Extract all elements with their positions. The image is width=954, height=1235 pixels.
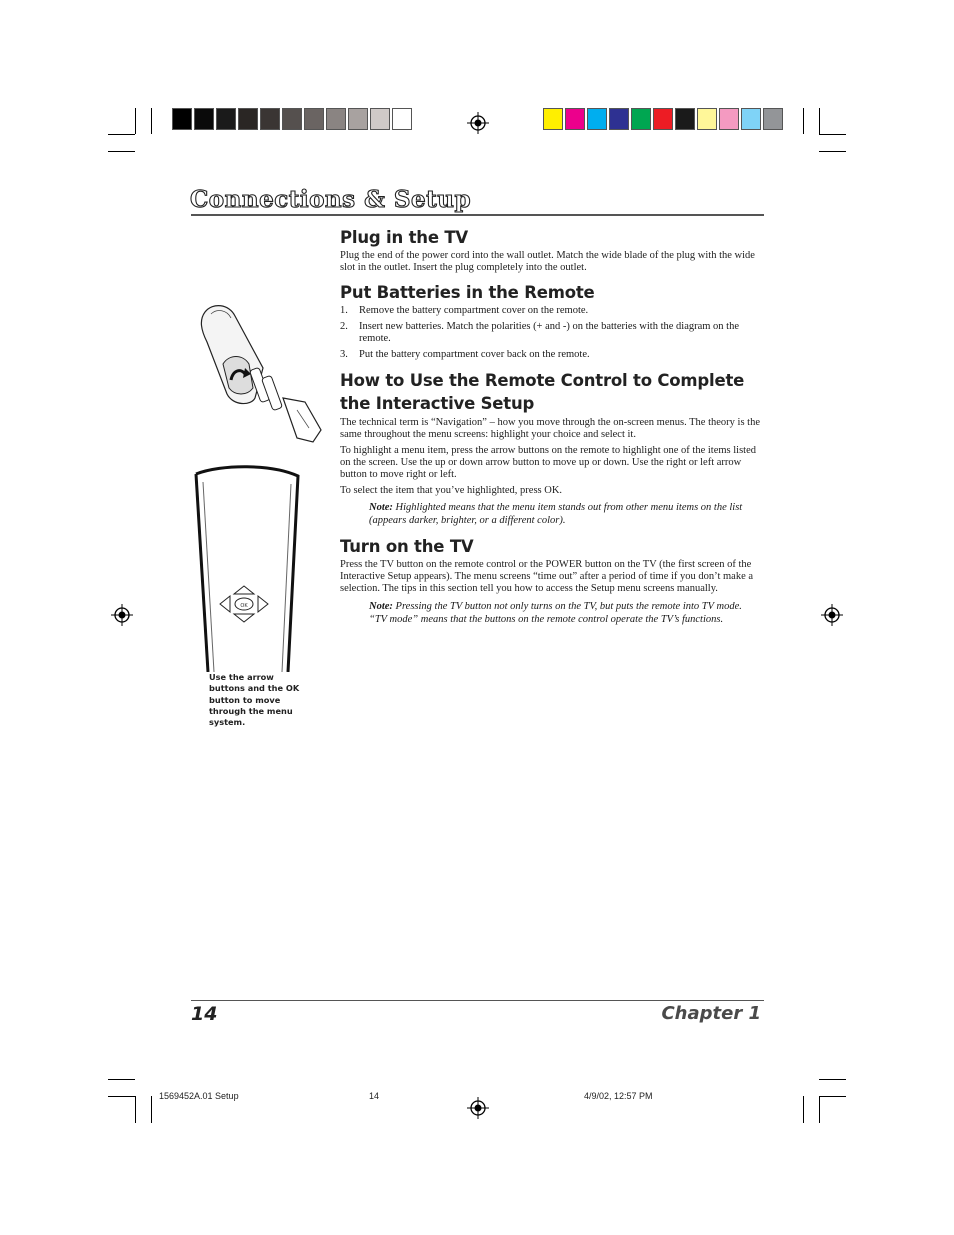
crop-mark xyxy=(819,1096,846,1097)
header-rule xyxy=(191,214,764,216)
registration-mark-icon xyxy=(467,112,489,134)
note xyxy=(340,600,760,626)
list-text: Remove the battery compartment cover on the remote. xyxy=(359,305,589,316)
color-swatch xyxy=(763,108,783,130)
section-navigation xyxy=(340,369,760,527)
list-number: 2. xyxy=(340,321,348,332)
color-swatch xyxy=(565,108,585,130)
page-number: 14 xyxy=(191,1003,218,1025)
crop-mark xyxy=(151,108,152,134)
note xyxy=(340,501,760,527)
crop-mark xyxy=(819,134,846,135)
crop-mark xyxy=(108,151,135,152)
color-swatch xyxy=(216,108,236,130)
illustration-caption: Use the arrow buttons and the OK button to move through the menu system. xyxy=(209,672,300,728)
crop-mark xyxy=(108,134,135,135)
color-swatch xyxy=(260,108,280,130)
gray-swatch-bar xyxy=(172,108,414,130)
chapter-title: Connections & Setup xyxy=(190,186,472,213)
list-text: Put the battery compartment cover back on the remote. xyxy=(359,349,590,360)
list-item xyxy=(340,321,760,345)
section-paragraph: Plug the end of the power cord into the wall outlet. Match the wide blade of the plug with the wide slot in the outlet. Insert the plug completely into the outlet. xyxy=(340,250,755,273)
color-swatch xyxy=(194,108,214,130)
crop-mark xyxy=(135,108,136,134)
note-label: Note: xyxy=(369,601,393,612)
color-swatch xyxy=(631,108,651,130)
list-number: 1. xyxy=(340,305,348,316)
footer-chapter: Chapter 1 xyxy=(661,1003,761,1024)
color-swatch xyxy=(697,108,717,130)
list-number: 3. xyxy=(340,349,348,360)
color-swatch xyxy=(609,108,629,130)
section-heading: Put Batteries in the Remote xyxy=(340,283,595,302)
color-swatch xyxy=(370,108,390,130)
footer-rule xyxy=(191,1000,764,1001)
registration-mark-icon xyxy=(821,604,843,626)
section-paragraph: Press the TV button on the remote control or the POWER button on the TV (the first screen of the Interactive Setup appears). The menu screens “time out” after a period of time if you don’t make a selection. The tips in this section tell you how to access the Setup menu screens manually. xyxy=(340,559,754,594)
color-swatch xyxy=(172,108,192,130)
color-swatch xyxy=(653,108,673,130)
color-swatch xyxy=(543,108,563,130)
list-item xyxy=(340,349,760,361)
crop-mark xyxy=(819,1096,820,1123)
registration-mark-icon xyxy=(467,1097,489,1119)
section-plug xyxy=(340,226,760,274)
crop-mark xyxy=(819,108,820,134)
remote-front-illustration xyxy=(192,462,304,672)
crop-mark xyxy=(803,108,804,134)
crop-mark xyxy=(108,1096,135,1097)
list-item xyxy=(340,305,760,317)
color-swatch xyxy=(675,108,695,130)
section-paragraph: The technical term is “Navigation” – how you move through the on-screen menus. The theory is the same throughout the menu screens: highlight your choice and select it. xyxy=(340,417,760,440)
color-swatch xyxy=(719,108,739,130)
slug-file: 1569452A.01 Setup xyxy=(159,1091,239,1101)
note-text: Highlighted means that the menu item stands out from other menu items on the list (appears darker, brighter, or a different color). xyxy=(369,502,743,526)
crop-mark xyxy=(108,1079,135,1080)
section-heading: Plug in the TV xyxy=(340,228,468,247)
slug-page: 14 xyxy=(369,1091,380,1101)
color-swatch xyxy=(326,108,346,130)
color-swatch xyxy=(741,108,761,130)
crop-mark xyxy=(151,1096,152,1123)
ok-button-label: OK xyxy=(240,603,248,609)
crop-mark xyxy=(819,151,846,152)
section-turn-on xyxy=(340,535,760,626)
color-swatch xyxy=(392,108,412,130)
color-swatch-bar xyxy=(543,108,785,130)
crop-mark xyxy=(803,1096,804,1123)
battery-steps-list xyxy=(340,305,760,361)
color-swatch xyxy=(304,108,324,130)
section-paragraph: To select the item that you’ve highlighted, press OK. xyxy=(340,485,563,496)
remote-battery-illustration xyxy=(193,298,328,448)
crop-mark xyxy=(135,1096,136,1123)
section-heading: Turn on the TV xyxy=(340,537,474,556)
note-label: Note: xyxy=(369,502,393,513)
slug-date: 4/9/02, 12:57 PM xyxy=(584,1091,653,1101)
color-swatch xyxy=(282,108,302,130)
registration-mark-icon xyxy=(111,604,133,626)
color-swatch xyxy=(587,108,607,130)
list-text: Insert new batteries. Match the polarities (+ and -) on the batteries with the diagram on the remote. xyxy=(359,321,740,344)
crop-mark xyxy=(819,1079,846,1080)
color-swatch xyxy=(238,108,258,130)
color-swatch xyxy=(348,108,368,130)
section-paragraph: To highlight a menu item, press the arrow buttons on the remote to highlight one of the items listed on the screen. Use the up or down arrow button to move up or down. Use the right or left arrow button to move right or left. xyxy=(340,445,756,480)
section-heading: How to Use the Remote Control to Complete the Interactive Setup xyxy=(340,371,745,413)
note-text: Pressing the TV button not only turns on the TV, but puts the remote into TV mode. “TV mode” means that the buttons on the remote control operate the TV’s functions. xyxy=(369,601,742,625)
section-batteries xyxy=(340,281,760,365)
